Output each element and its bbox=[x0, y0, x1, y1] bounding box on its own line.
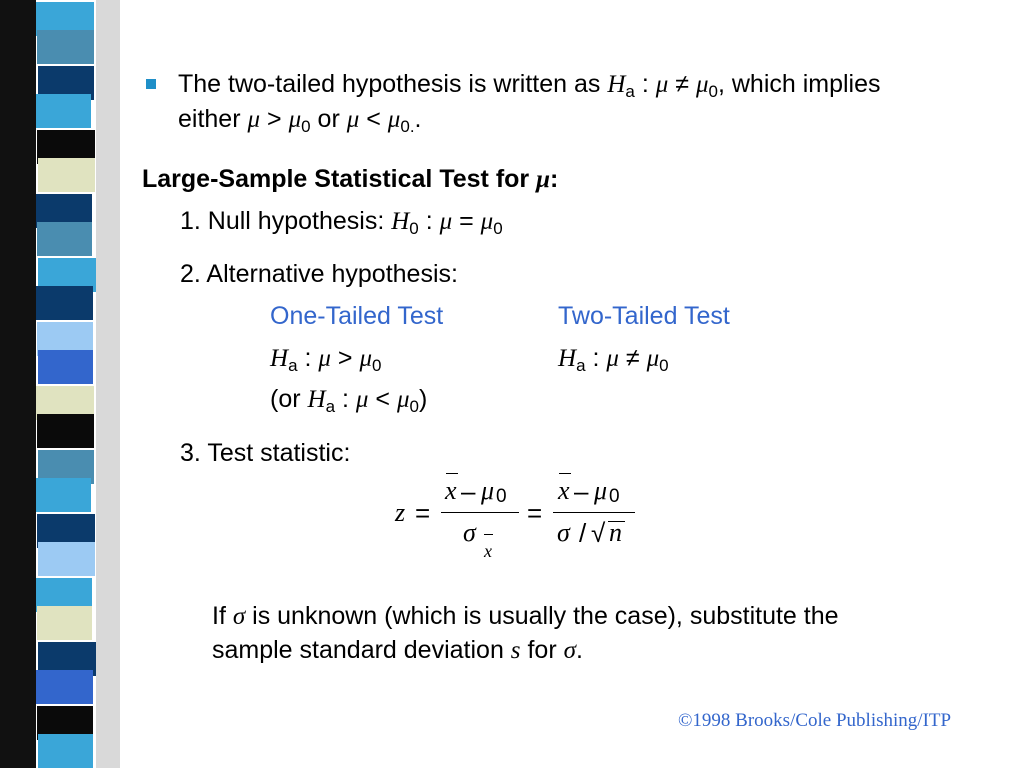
bullet-text-line2: either $\mu > \mu_0$ or $\mu < \mu_{0.}$. bbox=[178, 105, 422, 136]
null-hypothesis: 1. Null hypothesis: $H_0$ : $\mu = \mu_0$ bbox=[180, 207, 503, 238]
fraction-line-1 bbox=[441, 512, 519, 513]
one-tailed-ha-less: (or $H_a$ : $\mu < \mu_0$) bbox=[270, 385, 428, 416]
formula-eq1: = bbox=[415, 498, 431, 528]
numerator1-zero: 0 bbox=[496, 486, 507, 507]
stripe-graphic bbox=[0, 0, 120, 768]
stripe-block bbox=[36, 670, 93, 704]
numerator2-x: x bbox=[558, 476, 570, 505]
test-statistic-label: 3. Test statistic: bbox=[180, 439, 351, 467]
numerator1-mu: μ bbox=[481, 476, 495, 505]
note-line1: If σ is unknown (which is usually the case), substitute the bbox=[212, 602, 839, 630]
denominator2-sigma: σ bbox=[557, 518, 570, 547]
stripe-block bbox=[38, 350, 93, 384]
stripe-block bbox=[37, 30, 94, 64]
formula-z: z bbox=[395, 498, 406, 527]
numerator1-x: x bbox=[445, 476, 457, 505]
stripe-dark-edge bbox=[0, 0, 36, 768]
numerator1-minus: – bbox=[461, 476, 476, 506]
stripe-shadow bbox=[96, 0, 120, 768]
sqrt-symbol: √ bbox=[591, 518, 606, 548]
stripe-block bbox=[38, 158, 95, 192]
two-tailed-label: Two-Tailed Test bbox=[558, 302, 730, 330]
denominator2-slash: / bbox=[579, 518, 587, 548]
alternative-hypothesis: 2. Alternative hypothesis: bbox=[180, 260, 458, 288]
stripe-block bbox=[37, 222, 92, 256]
fraction-line-2 bbox=[553, 512, 635, 513]
test-statistic-formula bbox=[395, 468, 655, 568]
decorative-stripe bbox=[0, 0, 120, 768]
stripe-block bbox=[38, 734, 93, 768]
stripe-block bbox=[37, 606, 92, 640]
xbar-bar-2 bbox=[559, 473, 571, 474]
xbar-bar-1 bbox=[446, 473, 458, 474]
numerator2-mu: μ bbox=[594, 476, 608, 505]
xbar-bar-sub bbox=[484, 534, 493, 535]
numerator2-minus: – bbox=[574, 476, 589, 506]
one-tailed-label: One-Tailed Test bbox=[270, 302, 444, 330]
copyright-footer: ©1998 Brooks/Cole Publishing/ITP bbox=[678, 710, 952, 731]
stripe-block bbox=[38, 542, 95, 576]
denominator1-sigma: σ bbox=[463, 518, 476, 547]
denominator1-x-sub: x bbox=[484, 541, 492, 561]
two-tailed-ha: $H_a$ : $\mu \ne \mu_0$ bbox=[558, 344, 669, 375]
one-tailed-ha-greater: $H_a$ : $\mu > \mu_0$ bbox=[270, 344, 382, 375]
stripe-block bbox=[37, 414, 94, 448]
numerator2-zero: 0 bbox=[609, 486, 620, 507]
denominator2-n: n bbox=[609, 518, 622, 547]
stripe-block bbox=[36, 94, 91, 128]
bullet-icon bbox=[146, 79, 156, 89]
bullet-text-line1: The two-tailed hypothesis is written as $H_a$ : $\mu \ne \mu_0$, which implies bbox=[178, 70, 881, 101]
note-line2: sample standard deviation s for σ. bbox=[212, 636, 583, 664]
stripe-block bbox=[36, 286, 93, 320]
section-heading: Large-Sample Statistical Test for μ: bbox=[142, 165, 559, 193]
formula-eq2: = bbox=[527, 498, 543, 528]
stripe-block bbox=[36, 478, 91, 512]
